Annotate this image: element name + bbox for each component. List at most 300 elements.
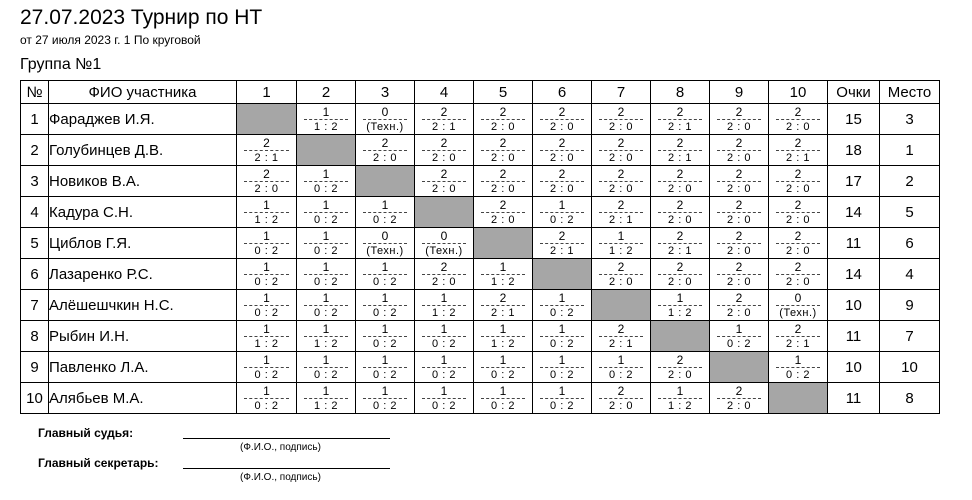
match-points: 1 (499, 259, 507, 274)
match-points: 1 (676, 290, 684, 305)
match-score: 1 : 2 (668, 306, 692, 319)
match-cell (297, 290, 356, 321)
match-divider (599, 336, 643, 337)
match-divider (481, 274, 525, 275)
match-divider (422, 119, 466, 120)
match-points: 1 (322, 352, 330, 367)
match-points: 2 (676, 166, 684, 181)
match-divider (658, 367, 702, 368)
match-score: 2 : 1 (609, 337, 633, 350)
match-score: 2 : 0 (727, 306, 751, 319)
match-cell (415, 383, 474, 414)
match-cell (769, 166, 828, 197)
match-points: 2 (617, 197, 625, 212)
match-cell (710, 104, 769, 135)
match-score: 2 : 1 (668, 244, 692, 257)
participant-points: 17 (828, 166, 880, 197)
match-cell (415, 290, 474, 321)
match-points: 2 (735, 228, 743, 243)
match-score: 0 : 2 (314, 368, 338, 381)
match-points: 1 (499, 383, 507, 398)
match-divider (244, 274, 289, 275)
match-score: 0 : 2 (609, 368, 633, 381)
match-points: 1 (381, 383, 389, 398)
match-cell (651, 104, 710, 135)
table-row (21, 383, 940, 414)
match-score: 2 : 0 (786, 182, 810, 195)
match-cell (474, 259, 533, 290)
match-cell (356, 135, 415, 166)
match-cell (592, 228, 651, 259)
participant-number: 6 (21, 259, 49, 290)
match-cell (356, 197, 415, 228)
participant-points: 15 (828, 104, 880, 135)
match-score: 2 : 0 (727, 151, 751, 164)
results-table (20, 80, 940, 414)
match-cell (237, 135, 297, 166)
match-cell (533, 383, 592, 414)
match-score: (Техн.) (425, 244, 463, 257)
group-title: Группа №1 (20, 56, 102, 73)
match-cell (415, 228, 474, 259)
match-points: 1 (676, 383, 684, 398)
match-divider (776, 367, 820, 368)
participant-number: 4 (21, 197, 49, 228)
participant-name: Новиков В.А. (49, 166, 237, 197)
match-score: 2 : 0 (491, 213, 515, 226)
match-score: 2 : 0 (609, 120, 633, 133)
match-divider (658, 181, 702, 182)
match-divider (363, 119, 407, 120)
match-cell (237, 290, 297, 321)
match-cell (769, 321, 828, 352)
match-points: 1 (440, 290, 448, 305)
table-row (21, 197, 940, 228)
participant-place: 6 (880, 228, 940, 259)
match-cell (297, 166, 356, 197)
participant-name: Лазаренко Р.С. (49, 259, 237, 290)
page-subtitle: от 27 июля 2023 г. 1 По круговой (20, 33, 201, 47)
match-divider (599, 243, 643, 244)
match-score: 0 : 2 (432, 337, 456, 350)
match-divider (481, 150, 525, 151)
match-divider (776, 181, 820, 182)
match-score: 1 : 2 (254, 213, 279, 226)
match-cell (237, 383, 297, 414)
match-points: 0 (440, 228, 448, 243)
participant-points: 10 (828, 352, 880, 383)
match-points: 1 (499, 352, 507, 367)
match-score: 0 : 2 (550, 399, 574, 412)
match-cell (474, 197, 533, 228)
participant-place: 7 (880, 321, 940, 352)
match-points: 0 (794, 290, 802, 305)
table-row (21, 290, 940, 321)
match-points: 1 (558, 197, 566, 212)
match-cell (356, 321, 415, 352)
match-cell (710, 166, 769, 197)
match-score: 2 : 0 (550, 151, 574, 164)
match-points: 1 (263, 290, 270, 305)
match-points: 1 (440, 321, 448, 336)
chief-judge-signature-line (183, 438, 390, 439)
match-cell (592, 135, 651, 166)
match-score: 1 : 2 (491, 275, 515, 288)
participant-name: Голубинцев Д.В. (49, 135, 237, 166)
match-points: 1 (322, 197, 330, 212)
participant-name: Алябьев М.А. (49, 383, 237, 414)
match-score: 2 : 0 (727, 399, 751, 412)
match-score: 2 : 0 (491, 120, 515, 133)
table-row (21, 352, 940, 383)
match-score: 2 : 0 (668, 213, 692, 226)
match-points: 1 (617, 352, 625, 367)
match-points: 2 (794, 197, 802, 212)
diagonal-cell (356, 166, 415, 197)
match-divider (244, 243, 289, 244)
match-points: 1 (499, 321, 507, 336)
match-points: 1 (381, 352, 389, 367)
match-divider (244, 212, 289, 213)
match-divider (363, 243, 407, 244)
match-points: 2 (440, 166, 448, 181)
match-points: 1 (263, 383, 270, 398)
chief-secretary-label: Главный секретарь: (38, 456, 159, 470)
participant-name: Алёшешчкин Н.С. (49, 290, 237, 321)
match-divider (717, 119, 761, 120)
match-points: 1 (381, 197, 389, 212)
participant-points: 18 (828, 135, 880, 166)
match-cell (356, 104, 415, 135)
match-score: 0 : 2 (254, 399, 279, 412)
match-points: 0 (381, 228, 389, 243)
diagonal-cell (769, 383, 828, 414)
participant-name: Рыбин И.Н. (49, 321, 237, 352)
participant-number: 9 (21, 352, 49, 383)
match-divider (422, 181, 466, 182)
match-points: 2 (499, 135, 507, 150)
match-cell (237, 321, 297, 352)
match-divider (244, 398, 289, 399)
match-score: 2 : 0 (727, 182, 751, 195)
match-points: 2 (794, 135, 802, 150)
match-cell (474, 135, 533, 166)
match-cell (710, 383, 769, 414)
participant-number: 3 (21, 166, 49, 197)
match-divider (422, 243, 466, 244)
match-cell (415, 352, 474, 383)
match-score: 0 : 2 (491, 368, 515, 381)
match-score: 0 : 2 (550, 306, 574, 319)
match-cell (710, 321, 769, 352)
match-cell (474, 166, 533, 197)
match-cell (474, 290, 533, 321)
match-cell (237, 197, 297, 228)
match-points: 2 (558, 228, 566, 243)
match-points: 2 (735, 135, 743, 150)
match-score: 0 : 2 (550, 213, 574, 226)
match-score: 2 : 0 (727, 244, 751, 257)
diagonal-cell (474, 228, 533, 259)
match-score: (Техн.) (366, 120, 404, 133)
participant-points: 11 (828, 321, 880, 352)
match-score: 1 : 2 (432, 306, 456, 319)
match-divider (776, 243, 820, 244)
match-score: 0 : 2 (373, 368, 397, 381)
match-points: 2 (735, 290, 743, 305)
match-score: 0 : 2 (373, 275, 397, 288)
match-score: 2 : 1 (786, 151, 810, 164)
match-cell (297, 383, 356, 414)
match-divider (599, 181, 643, 182)
match-score: 0 : 2 (786, 368, 810, 381)
header-place: Место (880, 81, 940, 104)
match-cell (592, 104, 651, 135)
header-round-2: 2 (297, 81, 356, 104)
match-score: 0 : 2 (314, 306, 338, 319)
participant-points: 10 (828, 290, 880, 321)
match-divider (658, 398, 702, 399)
match-score: 1 : 2 (609, 244, 633, 257)
table-row (21, 321, 940, 352)
diagonal-cell (415, 197, 474, 228)
match-divider (599, 398, 643, 399)
match-cell (533, 197, 592, 228)
header-round-3: 3 (356, 81, 415, 104)
match-points: 1 (381, 290, 389, 305)
match-points: 2 (794, 228, 802, 243)
match-divider (244, 181, 289, 182)
match-points: 1 (558, 352, 566, 367)
match-divider (540, 243, 584, 244)
match-cell (769, 104, 828, 135)
match-score: 2 : 1 (254, 151, 279, 164)
page-title: 27.07.2023 Турнир по НТ (20, 6, 263, 29)
match-cell (474, 104, 533, 135)
match-cell (592, 321, 651, 352)
header-points: Очки (828, 81, 880, 104)
diagonal-cell (533, 259, 592, 290)
participant-place: 9 (880, 290, 940, 321)
participant-name: Фараджев И.Я. (49, 104, 237, 135)
match-divider (304, 367, 348, 368)
match-score: 2 : 1 (668, 120, 692, 133)
chief-secretary-signature-hint: (Ф.И.О., подпись) (240, 472, 321, 483)
match-points: 2 (735, 104, 743, 119)
table-row (21, 104, 940, 135)
match-score: 0 : 2 (314, 244, 338, 257)
match-points: 2 (676, 228, 684, 243)
match-score: 0 : 2 (373, 213, 397, 226)
match-divider (244, 367, 289, 368)
match-points: 2 (735, 166, 743, 181)
match-points: 2 (735, 197, 743, 212)
match-points: 2 (499, 166, 507, 181)
header-name: ФИО участника (49, 81, 237, 104)
match-score: 2 : 0 (786, 120, 810, 133)
match-points: 2 (440, 135, 448, 150)
match-divider (422, 336, 466, 337)
participant-name: Павленко Л.А. (49, 352, 237, 383)
match-points: 1 (440, 352, 448, 367)
match-divider (776, 274, 820, 275)
header-round-7: 7 (592, 81, 651, 104)
match-cell (651, 290, 710, 321)
match-score: 2 : 0 (550, 120, 574, 133)
match-cell (356, 352, 415, 383)
match-score: 1 : 2 (668, 399, 692, 412)
match-cell (415, 135, 474, 166)
match-score: 0 : 2 (373, 337, 397, 350)
match-divider (244, 305, 289, 306)
match-cell (651, 352, 710, 383)
match-divider (304, 336, 348, 337)
table-row (21, 166, 940, 197)
match-divider (422, 274, 466, 275)
match-divider (776, 150, 820, 151)
diagonal-cell (297, 135, 356, 166)
match-divider (717, 181, 761, 182)
match-score: 0 : 2 (254, 244, 279, 257)
match-divider (599, 367, 643, 368)
match-points: 2 (794, 259, 802, 274)
match-divider (363, 336, 407, 337)
match-points: 1 (263, 259, 270, 274)
match-points: 2 (617, 383, 625, 398)
header-round-6: 6 (533, 81, 592, 104)
match-score: 2 : 1 (432, 120, 456, 133)
header-round-8: 8 (651, 81, 710, 104)
diagonal-cell (710, 352, 769, 383)
match-points: 2 (676, 259, 684, 274)
match-points: 1 (263, 321, 270, 336)
match-points: 1 (558, 321, 566, 336)
match-points: 2 (558, 135, 566, 150)
match-cell (651, 228, 710, 259)
match-divider (540, 305, 584, 306)
match-score: 0 : 2 (373, 399, 397, 412)
match-divider (658, 274, 702, 275)
match-score: 0 : 2 (550, 337, 574, 350)
match-divider (244, 336, 289, 337)
match-points: 2 (735, 259, 743, 274)
match-cell (769, 197, 828, 228)
match-divider (540, 336, 584, 337)
participant-name: Циблов Г.Я. (49, 228, 237, 259)
match-divider (481, 367, 525, 368)
participant-name: Кадура С.Н. (49, 197, 237, 228)
match-score: 1 : 2 (314, 337, 338, 350)
match-score: 2 : 0 (786, 213, 810, 226)
match-points: 1 (381, 259, 389, 274)
match-score: 2 : 1 (491, 306, 515, 319)
match-score: 2 : 0 (609, 151, 633, 164)
match-divider (304, 305, 348, 306)
match-score: 0 : 2 (550, 368, 574, 381)
participant-number: 1 (21, 104, 49, 135)
match-cell (297, 321, 356, 352)
match-divider (304, 274, 348, 275)
match-divider (304, 398, 348, 399)
match-score: 2 : 0 (668, 368, 692, 381)
match-score: 2 : 1 (609, 213, 633, 226)
match-cell (237, 259, 297, 290)
match-divider (363, 305, 407, 306)
match-points: 2 (440, 259, 448, 274)
match-cell (651, 197, 710, 228)
match-cell (710, 259, 769, 290)
participant-place: 3 (880, 104, 940, 135)
header-round-9: 9 (710, 81, 769, 104)
header-round-1: 1 (237, 81, 297, 104)
match-divider (717, 398, 761, 399)
match-points: 1 (263, 352, 270, 367)
match-points: 1 (322, 290, 330, 305)
match-divider (776, 336, 820, 337)
match-cell (592, 352, 651, 383)
match-points: 2 (558, 166, 566, 181)
match-score: 1 : 2 (491, 337, 515, 350)
match-divider (481, 398, 525, 399)
match-divider (363, 212, 407, 213)
match-divider (363, 274, 407, 275)
match-points: 2 (676, 352, 684, 367)
match-cell (769, 259, 828, 290)
match-score: 2 : 0 (786, 244, 810, 257)
match-divider (304, 243, 348, 244)
header-round-5: 5 (474, 81, 533, 104)
match-score: 0 : 2 (432, 399, 456, 412)
match-score: 2 : 0 (609, 399, 633, 412)
match-points: 1 (440, 383, 448, 398)
match-divider (599, 274, 643, 275)
match-points: 0 (381, 104, 389, 119)
match-points: 2 (263, 166, 270, 181)
match-score: 0 : 2 (314, 182, 338, 195)
match-score: 2 : 0 (609, 275, 633, 288)
match-divider (540, 212, 584, 213)
match-divider (540, 367, 584, 368)
match-points: 1 (263, 197, 270, 212)
table-row (21, 228, 940, 259)
match-cell (356, 228, 415, 259)
match-divider (363, 398, 407, 399)
match-cell (710, 135, 769, 166)
match-points: 2 (499, 290, 507, 305)
match-points: 1 (322, 321, 330, 336)
match-points: 2 (499, 197, 507, 212)
match-divider (481, 119, 525, 120)
participant-place: 1 (880, 135, 940, 166)
header-round-10: 10 (769, 81, 828, 104)
match-points: 2 (499, 104, 507, 119)
match-cell (415, 166, 474, 197)
match-points: 2 (617, 259, 625, 274)
match-cell (237, 228, 297, 259)
participant-place: 2 (880, 166, 940, 197)
match-cell (533, 352, 592, 383)
match-divider (422, 150, 466, 151)
diagonal-cell (651, 321, 710, 352)
match-points: 2 (381, 135, 389, 150)
match-cell (415, 259, 474, 290)
match-score: 2 : 0 (727, 213, 751, 226)
match-points: 2 (617, 321, 625, 336)
match-cell (710, 228, 769, 259)
match-divider (540, 150, 584, 151)
match-divider (717, 274, 761, 275)
match-cell (297, 228, 356, 259)
